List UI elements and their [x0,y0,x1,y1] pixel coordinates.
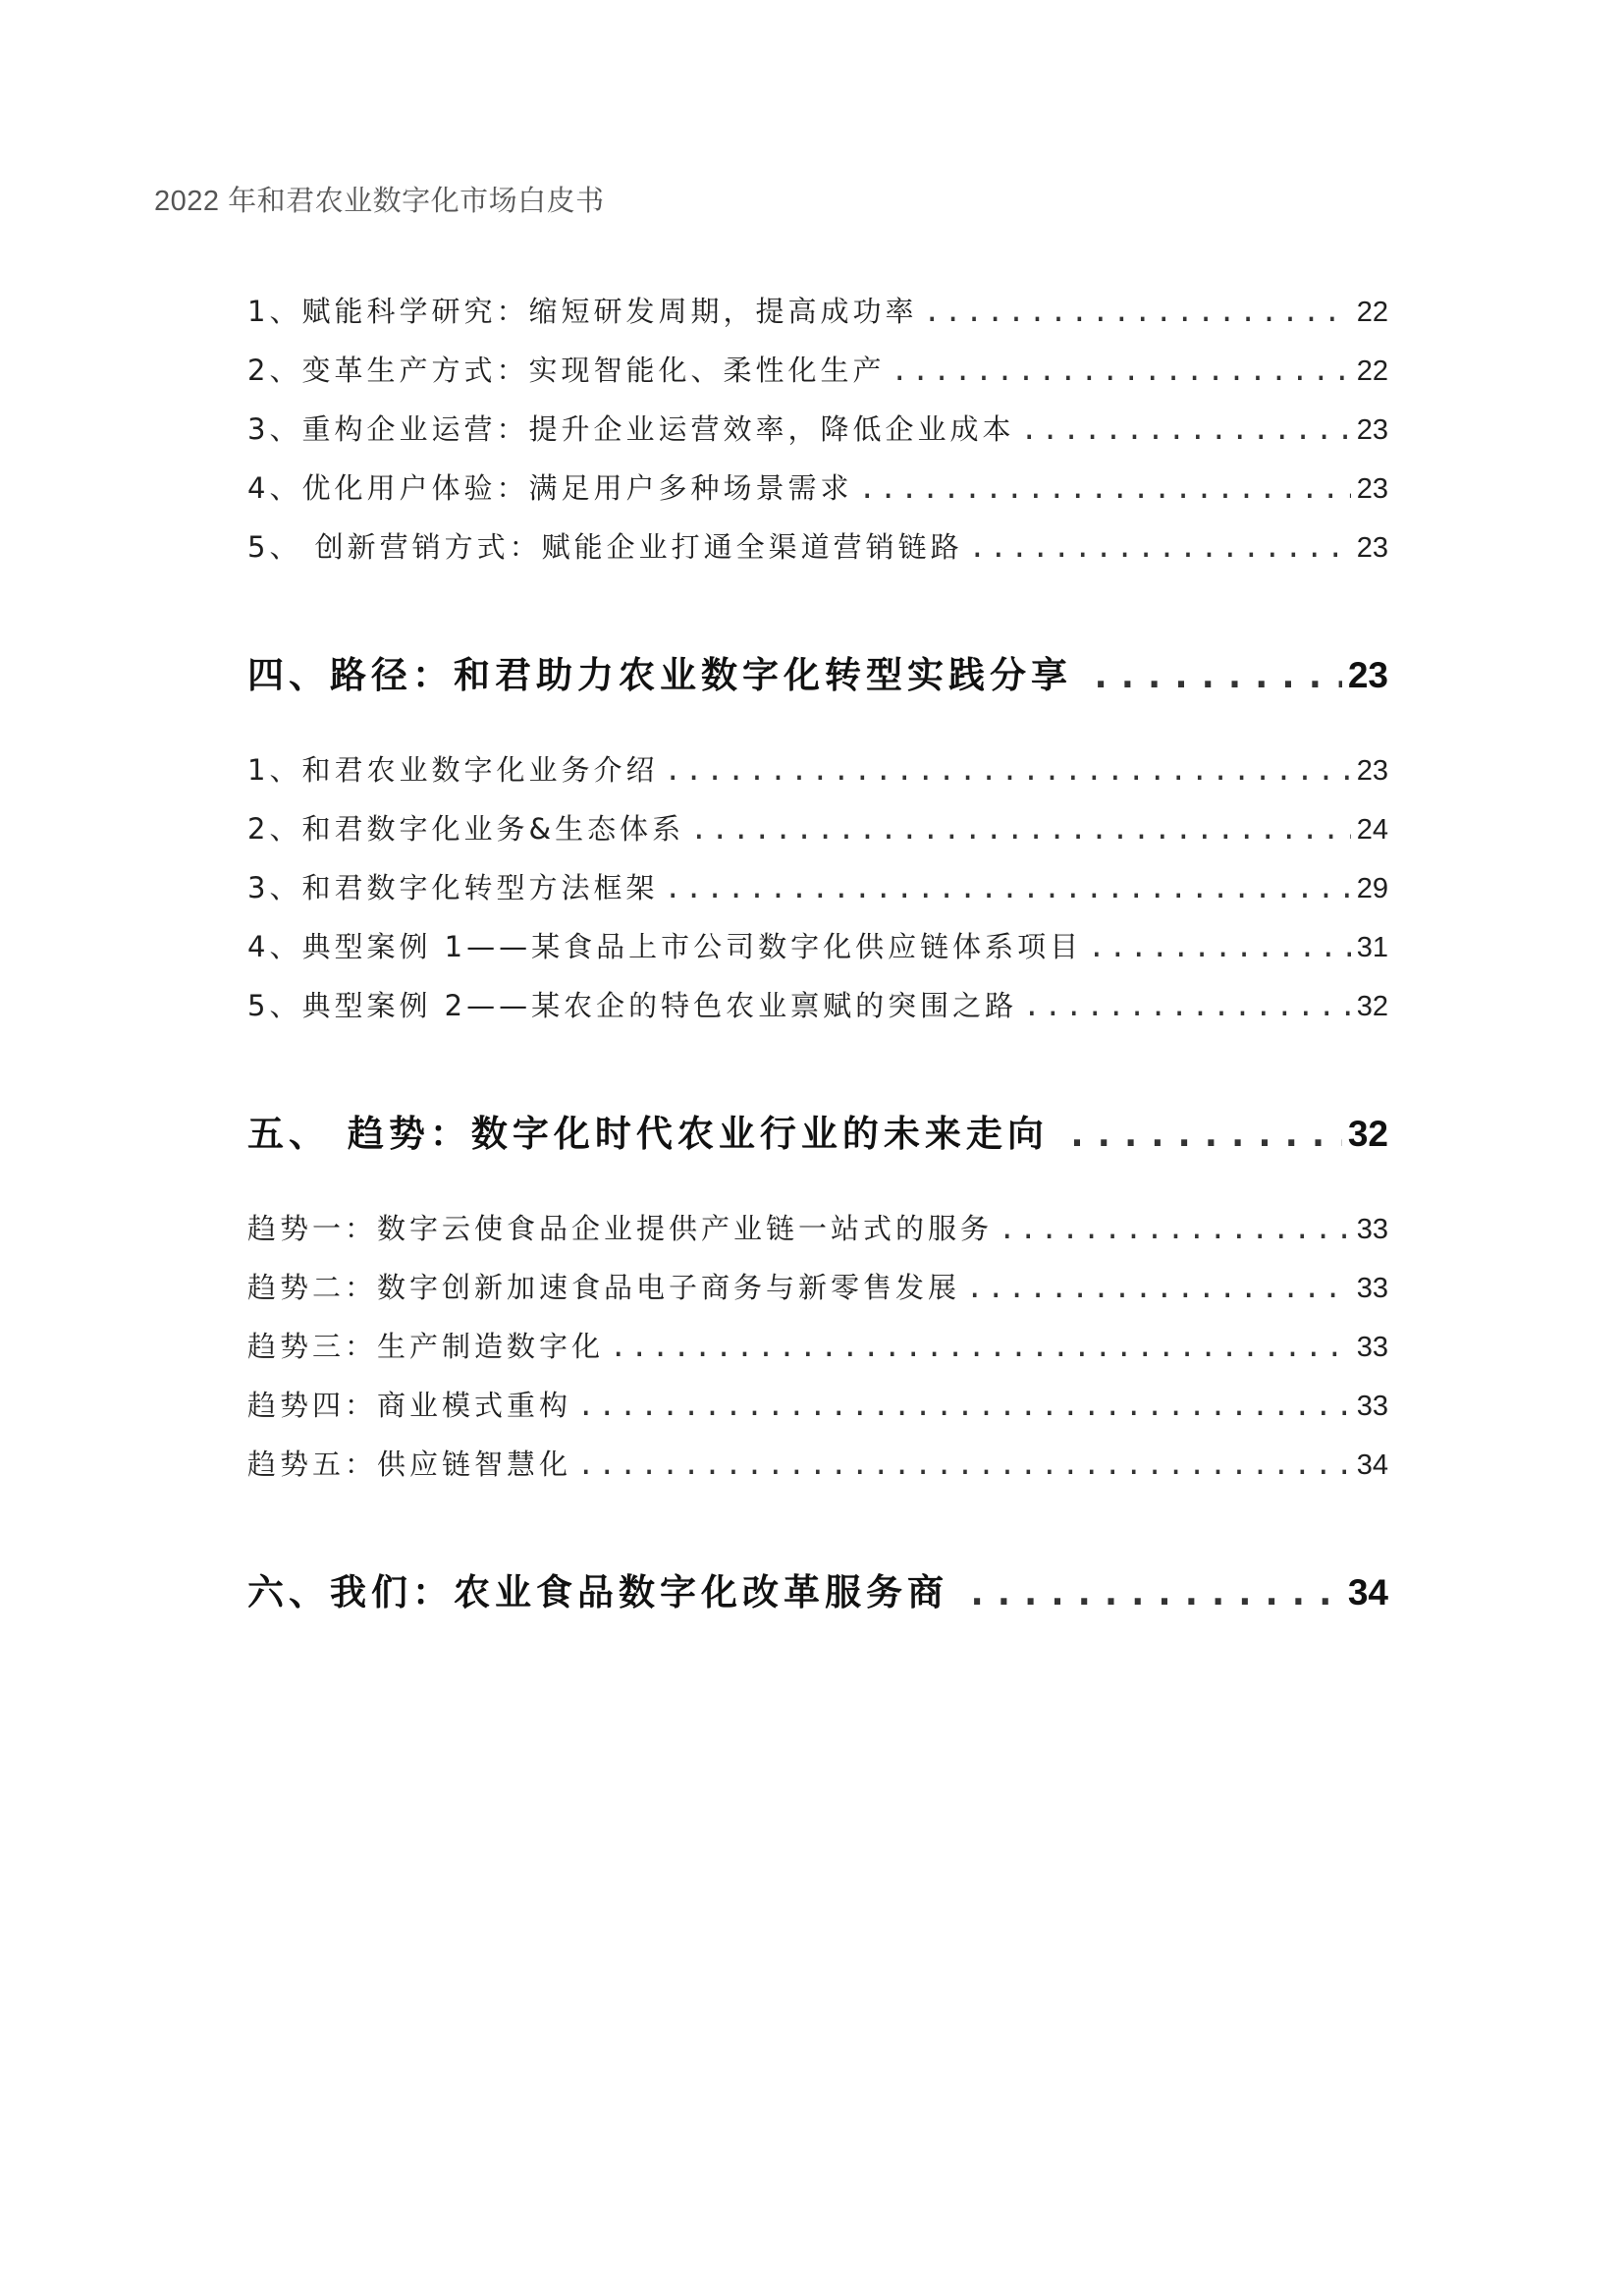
toc-entry-page: 31 [1356,932,1388,963]
toc-entry-page: 23 [1356,414,1388,446]
toc-entry[interactable] [247,525,1388,569]
toc-section-title: 六、我们：农业食品数字化改革服务商 [247,1571,948,1613]
toc-entry[interactable] [247,290,1388,333]
toc-entry-title: 2、和君数字化业务&生态体系 [247,812,685,846]
toc-section-title: 五、 趋势：数字化时代农业行业的未来走向 [247,1113,1049,1155]
toc-entry[interactable] [247,349,1388,392]
toc-entry-page: 24 [1356,814,1388,846]
toc-entry-title: 1、赋能科学研究：缩短研发周期，提高成功率 [247,295,918,328]
toc-entry-title: 趋势四：商业模式重构 [247,1389,572,1422]
toc-dot-leader [1088,925,1351,968]
toc-entry-page: 32 [1356,991,1388,1022]
toc-entry-page: 23 [1356,755,1388,787]
toc-entry[interactable] [247,408,1388,451]
toc-entry-page: 33 [1356,1332,1388,1363]
toc-entry-title: 3、重构企业运营：提升企业运营效率，降低企业成本 [247,412,1015,446]
toc-entry-title: 趋势一：数字云使食品企业提供产业链一站式的服务 [247,1212,994,1245]
toc-entry[interactable] [247,466,1388,510]
toc-entry[interactable] [247,925,1388,968]
toc-dot-leader [923,290,1350,333]
toc-entry-page: 23 [1356,532,1388,564]
toc-dot-leader [664,748,1350,792]
toc-entry-page: 22 [1356,355,1388,387]
toc-entry[interactable] [247,1207,1388,1250]
toc-dot-leader [858,466,1350,510]
toc-dot-leader [577,1384,1351,1427]
toc-dot-leader [610,1325,1351,1368]
toc-entry[interactable] [247,1266,1388,1309]
toc-entry[interactable] [247,1384,1388,1427]
toc-entry-title: 趋势三：生产制造数字化 [247,1330,605,1363]
toc-entry-title: 1、和君农业数字化业务介绍 [247,753,659,787]
toc-dot-leader [690,807,1351,850]
toc-entry[interactable] [247,866,1388,909]
toc-entry-page: 29 [1356,873,1388,904]
toc-entry-title: 趋势二：数字创新加速食品电子商务与新零售发展 [247,1271,961,1304]
toc-dot-leader [1020,408,1350,451]
toc-dot-leader [664,866,1350,909]
toc-entry-page: 33 [1356,1214,1388,1245]
toc-entry-title: 2、变革生产方式：实现智能化、柔性化生产 [247,354,886,387]
toc-dot-leader [966,1266,1351,1309]
toc-section-page: 34 [1347,1572,1388,1613]
toc-section-heading[interactable] [247,1107,1388,1162]
toc-dot-leader [1090,648,1342,703]
toc-entry-title: 趋势五：供应链智慧化 [247,1448,572,1481]
toc-entry-title: 4、典型案例 1——某食品上市公司数字化供应链体系项目 [247,930,1083,963]
toc-entry[interactable] [247,984,1388,1027]
toc-entry-title: 4、优化用户体验：满足用户多种场景需求 [247,471,853,505]
toc-entry-page: 23 [1356,473,1388,505]
toc-dot-leader [1066,1107,1342,1162]
toc-dot-leader [891,349,1350,392]
toc-entry[interactable] [247,1443,1388,1486]
toc-section-title: 四、路径：和君助力农业数字化转型实践分享 [247,654,1072,696]
toc-entry[interactable] [247,807,1388,850]
toc-dot-leader [999,1207,1351,1250]
toc-section-heading[interactable] [247,1565,1388,1620]
toc-dot-leader [966,1565,1342,1620]
toc-section-heading[interactable] [247,648,1388,703]
toc-entry-page: 33 [1356,1273,1388,1304]
toc-entry-page: 34 [1356,1449,1388,1481]
toc-entry-title: 3、和君数字化转型方法框架 [247,871,659,904]
toc-entry-title: 5、 创新营销方式：赋能企业打通全渠道营销链路 [247,530,963,564]
toc-entry[interactable] [247,1325,1388,1368]
toc-dot-leader [577,1443,1351,1486]
toc-entry-page: 33 [1356,1391,1388,1422]
toc-entry-title: 5、典型案例 2——某农企的特色农业禀赋的突围之路 [247,989,1018,1022]
toc-entry[interactable] [247,748,1388,792]
toc-dot-leader [969,525,1351,569]
toc-section-page: 23 [1347,655,1388,695]
page-header-title: 2022 年和君农业数字化市场白皮书 [154,186,605,217]
toc-section-page: 32 [1347,1114,1388,1154]
toc-entry-page: 22 [1356,297,1388,328]
toc-dot-leader [1023,984,1351,1027]
